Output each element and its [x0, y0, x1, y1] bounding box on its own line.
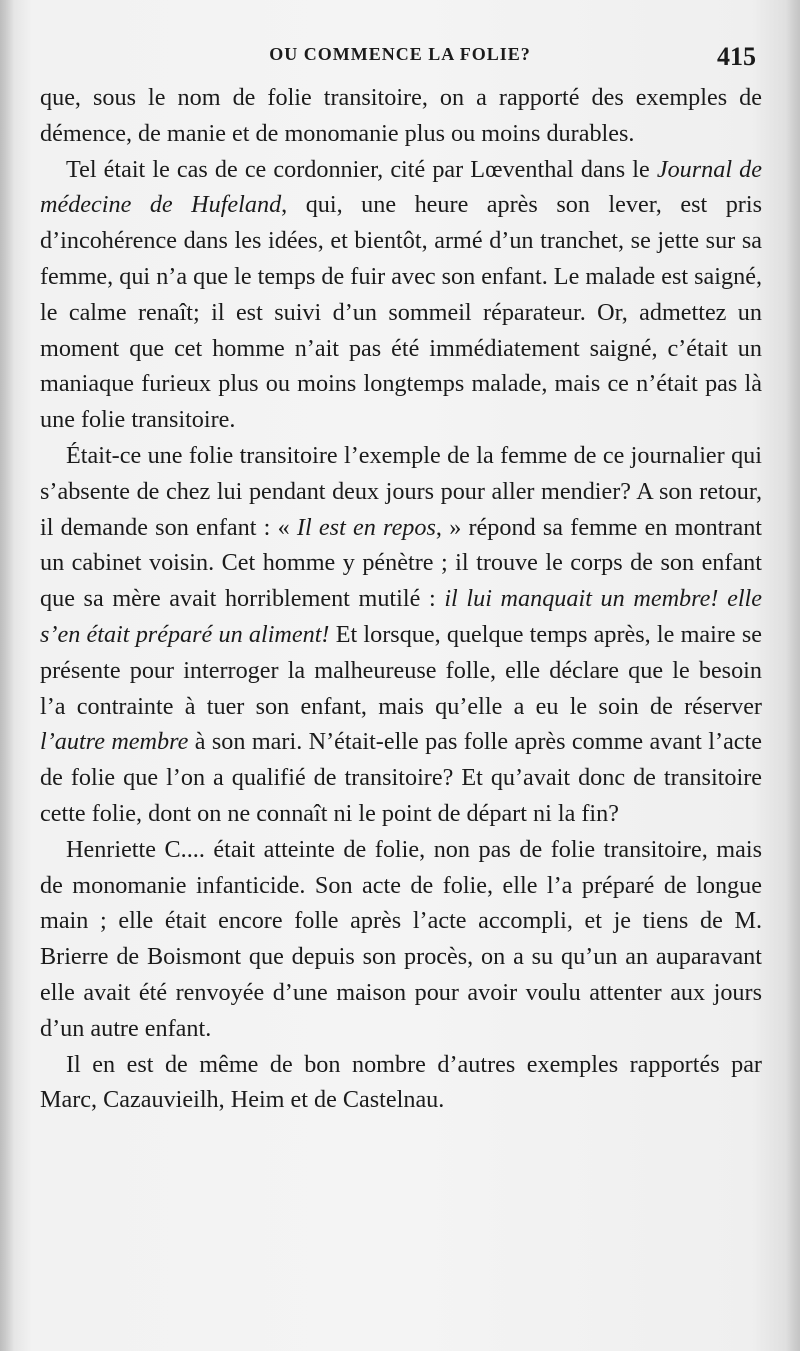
text-run: Était-ce une folie transitoire l’exemple de la femme de ce journalier qui s’absente de chez lui pendant deux jours pour aller mendier? A son retour, il demande son enfant : « — [40, 441, 762, 541]
italic-text: Il est en repos — [296, 513, 436, 541]
italic-text: il lui manquait un membre! elle s’en était préparé un aliment! — [40, 585, 762, 648]
page-number: 415 — [717, 42, 756, 71]
page-left-shadow — [0, 0, 14, 1351]
text-run: que, sous le nom de folie transitoire, on a rapporté des exemples de démence, de manie et de monomanie plus ou moins durables. — [40, 84, 762, 147]
page-right-shadow — [786, 0, 800, 1351]
paragraph — [40, 80, 762, 152]
paragraph — [40, 152, 762, 438]
text-run: à son mari. N’était-elle pas folle après comme avant l’acte de folie que l’on a qualifié de transitoire? Et qu’avait donc de transitoire cette folie, dont on ne connaît ni le point de départ ni la fin? — [40, 728, 762, 827]
italic-text: Journal de médecine de Hufeland — [40, 155, 762, 219]
running-title: OU COMMENCE LA FOLIE? — [269, 44, 531, 64]
text-run: Tel était le cas de ce cordonnier, cité par Lœventhal dans le — [66, 155, 657, 183]
text-run: , » répond sa femme en montrant un cabinet voisin. Cet homme y pénètre ; il trouve le corps de son enfant que sa mère avait horriblement mutilé : — [40, 513, 763, 613]
body-text — [40, 80, 762, 1118]
italic-text: l’autre membre — [40, 728, 189, 756]
text-run: Il en est de même de bon nombre d’autres exemples rapportés par Marc, Cazauvieilh, Heim et de Castelnau. — [40, 1050, 762, 1114]
page-header — [40, 38, 760, 72]
paragraph — [40, 1047, 762, 1119]
text-run: Henriette C.... était atteinte de folie, non pas de folie transitoire, mais de monomanie infanticide. Son acte de folie, elle l’a préparé de longue main ; elle était encore folle après l’acte accompli, et je tiens de M. Brierre de Boismont que depuis son procès, on a su qu’un an auparavant elle avait été renvoyée d’une maison pour avoir voulu attenter aux jours d’un autre enfant. — [40, 835, 762, 1042]
text-run: , qui, une heure après son lever, est pris d’incohérence dans les idées, et bientôt, armé d’un tranchet, se jette sur sa femme, qui n’a que le temps de fuir avec son enfant. Le malade est saigné, le calme renaît; il est suivi d’un sommeil réparateur. Or, admettez un moment que cet homme n’ait pas été immédiatement saigné, c’était un maniaque furieux plus ou moins longtemps malade, mais ce n’était pas là une folie transitoire. — [40, 191, 762, 434]
paragraph — [40, 438, 762, 832]
text-run: Et lorsque, quelque temps après, le maire se présente pour interroger la malheureuse folle, elle déclare que le besoin l’a contrainte à tuer son enfant, mais qu’elle a eu le soin de réserver — [40, 620, 762, 720]
paragraph — [40, 832, 762, 1047]
